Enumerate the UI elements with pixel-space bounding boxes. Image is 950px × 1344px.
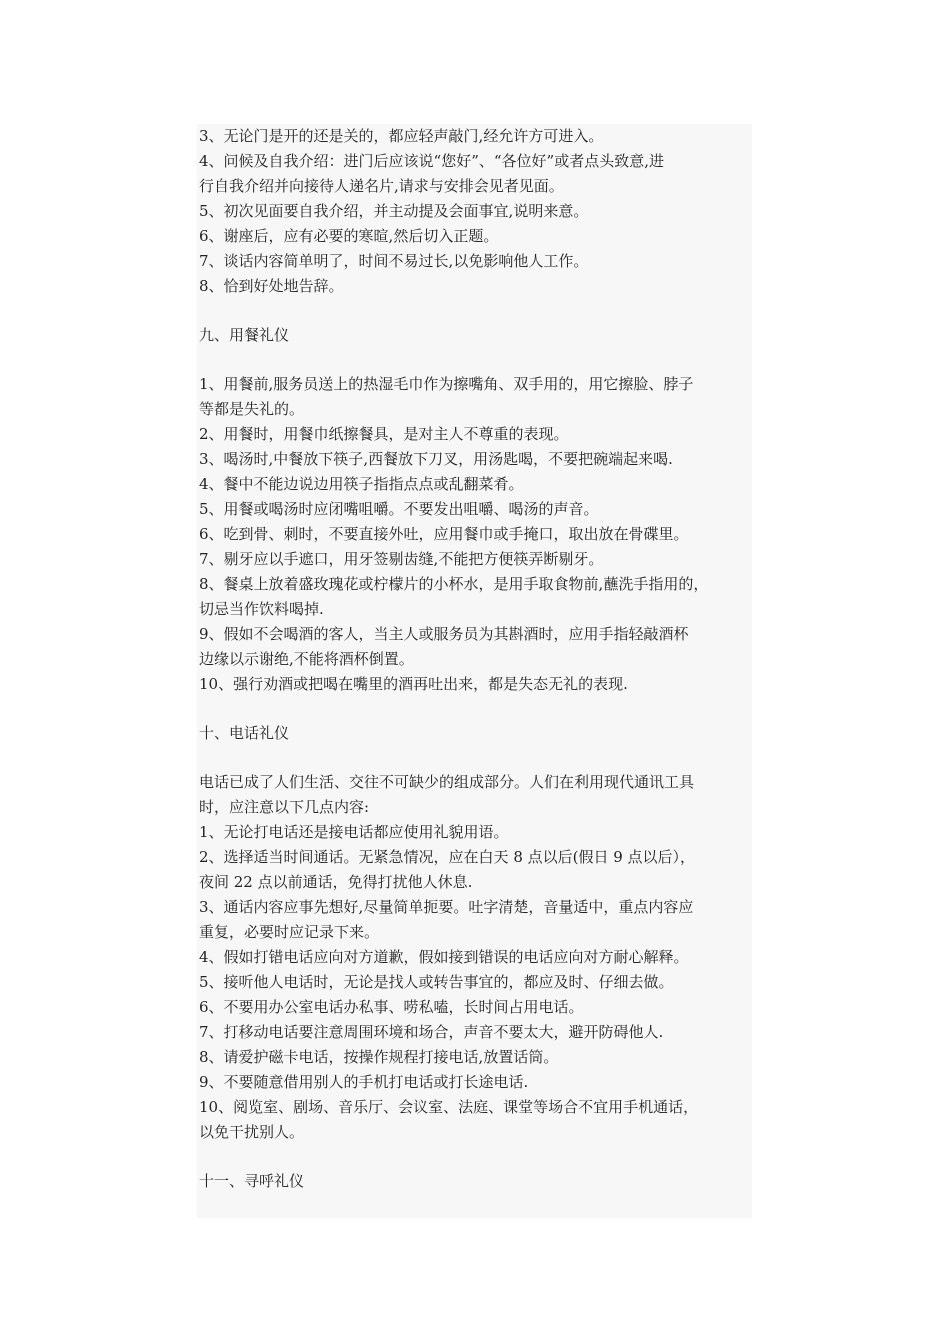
list-item-line: 5、初次见面要自我介绍，并主动提及会面事宜,说明来意。 [199, 202, 589, 220]
list-item-line: 1、用餐前,服务员送上的热湿毛巾作为擦嘴角、双手用的，用它擦脸、脖子 [199, 375, 694, 393]
list-item-line: 5、接听他人电话时，无论是找人或转告事宜的，都应及时、仔细去做。 [199, 973, 674, 991]
paragraph-gap [199, 1194, 752, 1218]
list-item-line: 3、喝汤时,中餐放下筷子,西餐放下刀叉，用汤匙喝，不要把碗端起来喝. [199, 450, 673, 468]
list-item-line: 9、不要随意借用别人的手机打电话或打长途电话. [199, 1073, 529, 1091]
document-body [197, 124, 752, 1218]
paragraph-gap [199, 348, 752, 372]
list-item-line: 5、用餐或喝汤时应闭嘴咀嚼。不要发出咀嚼、喝汤的声音。 [199, 500, 599, 518]
list-item-line: 8、请爱护磁卡电话，按操作规程打接电话,放置话筒。 [199, 1048, 559, 1066]
paragraph-gap [199, 746, 752, 770]
list-item-line: 等都是失礼的。 [199, 400, 305, 418]
list-item-line: 10、强行劝酒或把喝在嘴里的酒再吐出来，都是失态无礼的表现. [199, 675, 628, 693]
list-item-line: 边缘以示谢绝,不能将酒杯倒置。 [199, 650, 414, 668]
list-item-line: 8、恰到好处地告辞。 [199, 277, 344, 295]
list-item-line: 行自我介绍并向接待人递名片,请求与安排会见者见面。 [199, 177, 564, 195]
section-heading: 九、用餐礼仪 [199, 326, 290, 344]
list-item-line: 8、餐桌上放着盛玫瑰花或柠檬片的小杯水，是用手取食物前,蘸洗手指用的， [199, 575, 709, 593]
list-item-line: 2、用餐时，用餐巾纸擦餐具，是对主人不尊重的表现。 [199, 425, 569, 443]
list-item-line: 以免干扰别人。 [199, 1123, 305, 1141]
list-item-line: 切忌当作饮料喝掉. [199, 600, 324, 618]
list-item-line: 6、不要用办公室电话办私事、唠私嗑，长时间占用电话。 [199, 998, 584, 1016]
paragraph-gap [199, 1145, 752, 1169]
list-item-line: 9、假如不会喝酒的客人，当主人或服务员为其斟酒时，应用手指轻敲酒杯 [199, 625, 689, 643]
list-item-line: 6、吃到骨、刺时，不要直接外吐，应用餐巾或手掩口，取出放在骨碟里。 [199, 525, 689, 543]
list-item-line: 1、无论打电话还是接电话都应使用礼貌用语。 [199, 823, 509, 841]
list-item-line: 4、问候及自我介绍：进门后应该说“您好”、“各位好”或者点头致意,进 [199, 152, 664, 170]
list-item-line: 3、通话内容应事先想好,尽量简单扼要。吐字清楚，音量适中，重点内容应 [199, 898, 694, 916]
list-item-line: 重复，必要时应记录下来。 [199, 923, 380, 941]
list-item-line: 2、选择适当时间通话。无紧急情况，应在白天 8 点以后(假日 9 点以后）， [199, 848, 696, 866]
list-item-line: 4、假如打错电话应向对方道歉，假如接到错误的电话应向对方耐心解释。 [199, 948, 689, 966]
paragraph-gap [199, 697, 752, 721]
list-item-line: 6、谢座后，应有必要的寒暄,然后切入正题。 [199, 227, 499, 245]
list-item-line: 时，应注意以下几点内容: [199, 798, 370, 816]
list-item-line: 7、谈话内容简单明了，时间不易过长,以免影响他人工作。 [199, 252, 589, 270]
list-item-line: 夜间 22 点以前通话，免得打扰他人休息. [199, 873, 473, 891]
section-heading: 十、电话礼仪 [199, 724, 290, 742]
list-item-line: 10、阅览室、剧场、音乐厅、会议室、法庭、课堂等场合不宜用手机通话， [199, 1098, 699, 1116]
list-item-line: 3、无论门是开的还是关的，都应轻声敲门,经允许方可进入。 [199, 127, 604, 145]
list-item-line: 7、剔牙应以手遮口，用牙签剔齿缝,不能把方便筷弄断剔牙。 [199, 550, 604, 568]
section-heading: 十一、寻呼礼仪 [199, 1172, 305, 1190]
list-item-line: 7、打移动电话要注意周围环境和场合，声音不要太大，避开防碍他人. [199, 1023, 664, 1041]
paragraph-gap [199, 299, 752, 323]
list-item-line: 电话已成了人们生活、交往不可缺少的组成部分。人们在利用现代通讯工具 [199, 773, 695, 791]
document-page [197, 124, 752, 1218]
list-item-line: 4、餐中不能边说边用筷子指指点点或乱翻菜肴。 [199, 475, 524, 493]
